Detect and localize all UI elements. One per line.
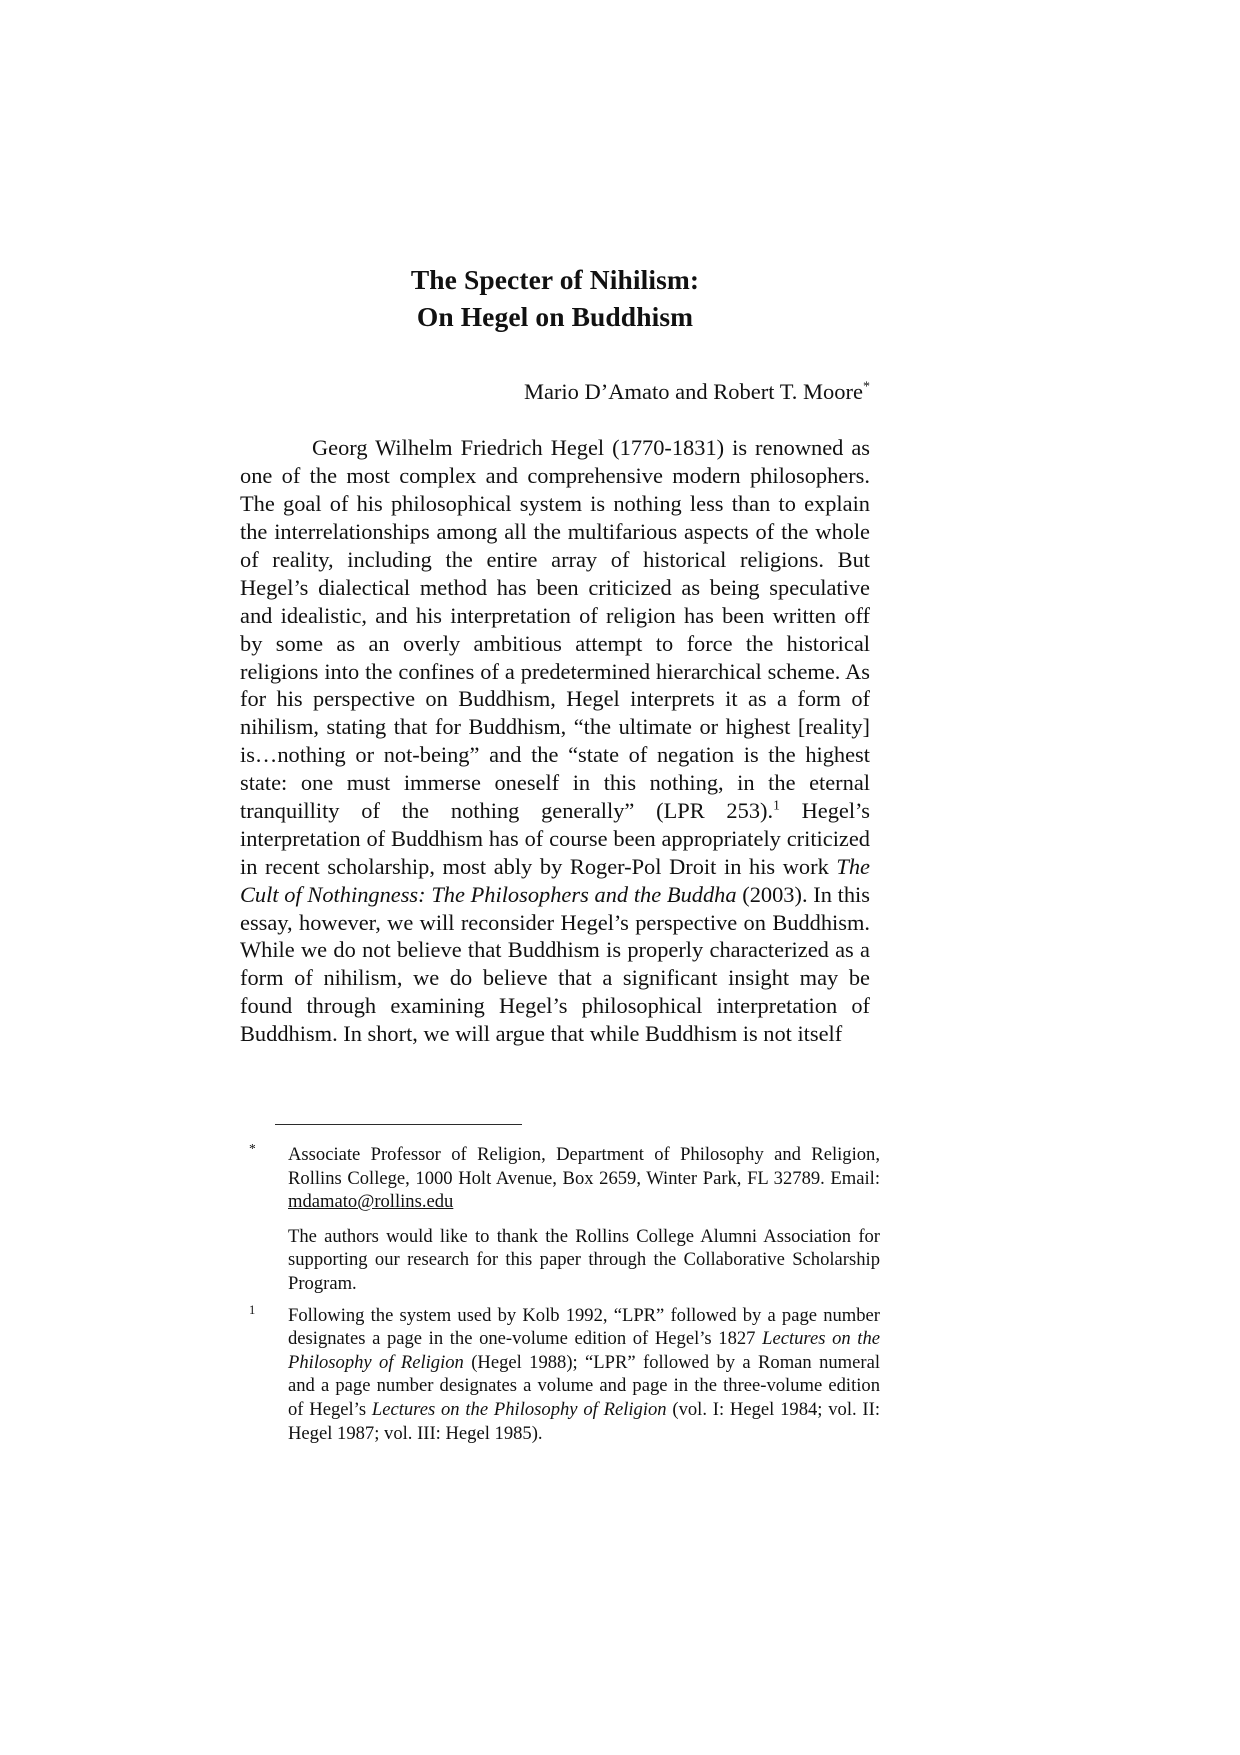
footnote-asterisk-second-paragraph: The authors would like to thank the Rollins College Alumni Association for supporting our research for this paper through the Collaborative Scholarship Program. [288, 1225, 880, 1295]
footnote-one-part-3: (vol. I: Hegel 1984; vol. II: Hegel 1987; vol. III: Hegel 1985). [288, 1399, 880, 1444]
footnote-one-italic-1: Lectures on the Philosophy of Religion [288, 1328, 880, 1373]
cited-work-title: The Cult of Nothingness: The Philosophers and the Buddha [240, 853, 870, 907]
author-byline [240, 377, 870, 406]
body-text-part-2: Hegel’s interpretation of Buddhism has of course been appropriately criticized in recent scholarship, most ably by Roger-Pol Droit in his work [240, 797, 870, 879]
footnote-marker-one: 1 [249, 1302, 256, 1317]
footnote-one [240, 1304, 880, 1446]
footnote-asterisk-text: Associate Professor of Religion, Department of Philosophy and Religion, Rollins College, 1000 Holt Avenue, Box 2659, Winter Park, FL 32789. Email: [288, 1144, 880, 1189]
footnote-one-italic-2: Lectures on the Philosophy of Religion [371, 1399, 667, 1421]
title-line-1: The Specter of Nihilism: [410, 264, 700, 295]
footnote-block-one [240, 1304, 880, 1446]
page-content-column [240, 0, 870, 1048]
body-text-part-3: (2003). In this essay, however, we will reconsider Hegel’s perspective on Buddhism. While we do not believe that Buddhism is properly characterized as a form of nihilism, we do believe that a significant insight may be found through examining Hegel’s philosophical interpretation of Buddhism. In short, we will argue that while Buddhism is not itself [240, 881, 870, 1047]
footnote-block-asterisk [240, 1143, 880, 1296]
byline-footnote-marker: * [863, 379, 870, 395]
title-line-2: On Hegel on Buddhism [416, 300, 694, 332]
page-title [240, 262, 870, 335]
author-names: Mario D’Amato and Robert T. Moore [523, 379, 864, 405]
body-text-part-1: Georg Wilhelm Friedrich Hegel (1770-1831) is renowned as one of the most complex and comprehensive modern philosophers. The goal of his philosophical system is nothing less than to explain the interrelationships among all the multifarious aspects of the whole of reality, including the entire array of historical religions. But Hegel’s dialectical method has been criticized as being speculative and idealistic, and his interpretation of religion has been written off by some as an overly ambitious attempt to force the historical religions into the confines of a predetermined hierarchical scheme. As for his perspective on Buddhism, Hegel interprets it as a form of nihilism, stating that for Buddhism, “the ultimate or highest [reality] is…nothing or not-being” and the “state of negation is the highest state: one must immerse oneself in this nothing, in the eternal tranquillity of the nothing generally” (LPR 253). [240, 435, 870, 823]
footnote-asterisk [240, 1143, 880, 1214]
footnote-one-part-2: (Hegel 1988); “LPR” followed by a Roman numeral and a page number designates a volume and page in the three-volume edition of Hegel’s [288, 1351, 881, 1421]
footnote-reference-1[interactable]: 1 [773, 797, 780, 813]
body-paragraph-1 [240, 434, 870, 1048]
footnote-area [240, 1124, 880, 1453]
email-link[interactable]: mdamato@rollins.edu [288, 1191, 454, 1213]
footnote-marker-asterisk: * [249, 1141, 256, 1156]
footnote-one-part-1: Following the system used by Kolb 1992, “LPR” followed by a page number designates a page in the one-volume edition of Hegel’s 1827 [288, 1304, 880, 1350]
footnote-separator-rule [275, 1124, 522, 1125]
